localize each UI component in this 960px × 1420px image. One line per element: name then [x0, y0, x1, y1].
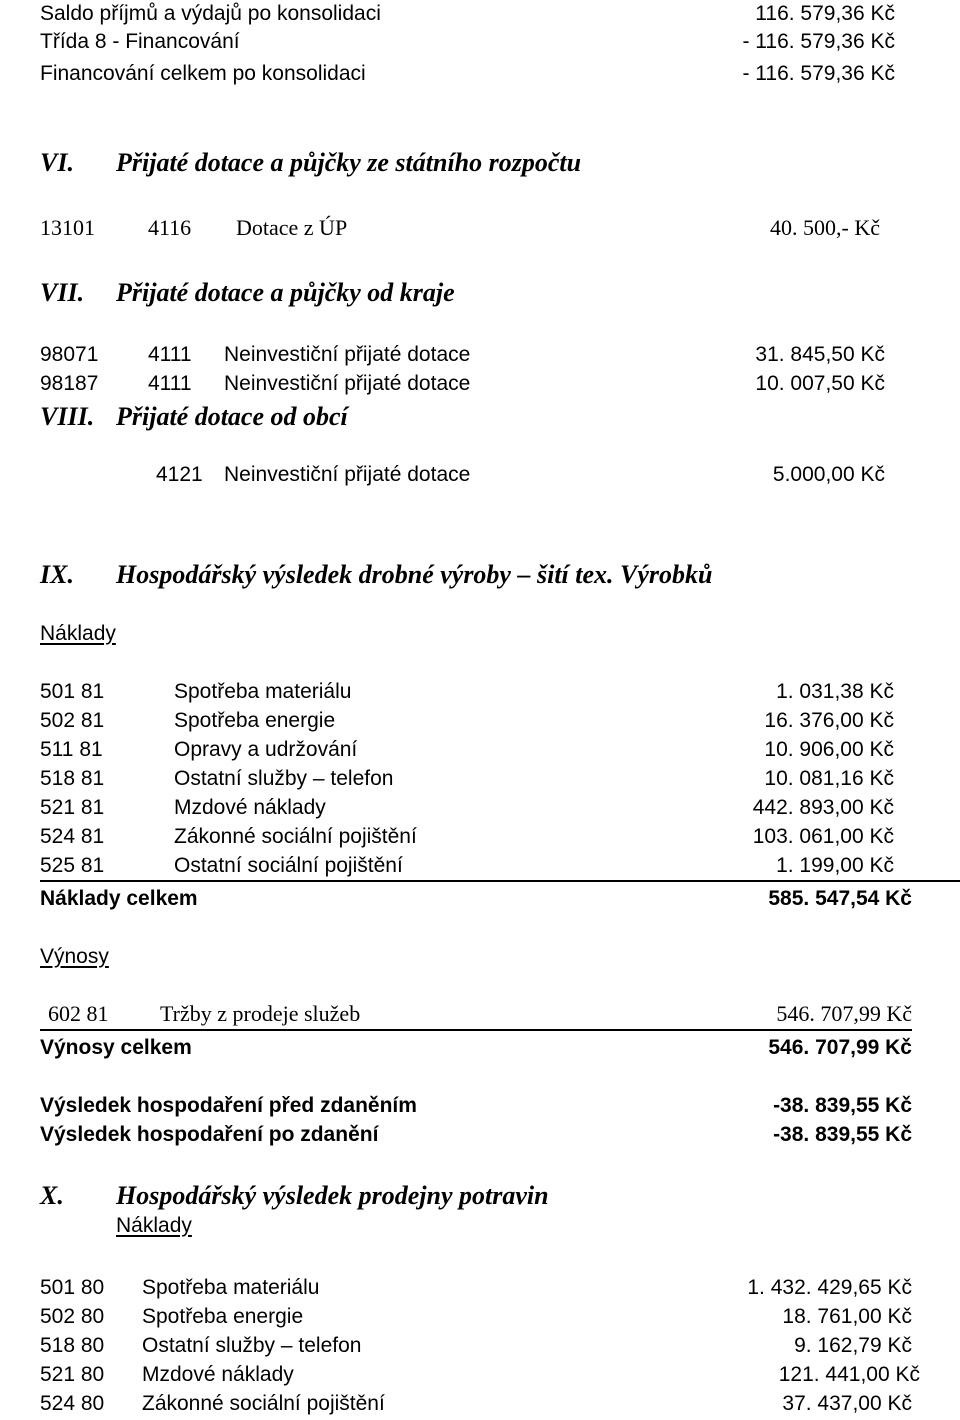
- row-polozka: 4111: [148, 343, 192, 366]
- row-desc: Dotace z ÚP: [236, 215, 348, 240]
- cost-value: 103. 061,00 Kč: [752, 825, 894, 848]
- section-title: Přijaté dotace od obcí: [116, 402, 348, 431]
- row-polozka: 4121: [156, 463, 203, 486]
- cost-desc: Mzdové náklady: [142, 1363, 294, 1386]
- cost-value: 442. 893,00 Kč: [752, 796, 894, 819]
- result-after-tax-label: Výsledek hospodaření po zdanění: [40, 1123, 379, 1146]
- summary-value: 116. 579,36 Kč: [755, 2, 895, 25]
- cost-desc: Spotřeba materiálu: [142, 1276, 320, 1299]
- cost-value: 1. 031,38 Kč: [776, 680, 894, 703]
- row-ucel: 98071: [40, 343, 99, 366]
- total-divider: [40, 1029, 912, 1031]
- row-desc: Neinvestiční přijaté dotace: [224, 343, 471, 366]
- cost-account: 521 80: [40, 1363, 105, 1386]
- summary-label: Financování celkem po konsolidaci: [40, 62, 366, 85]
- section-number: IX.: [40, 560, 74, 589]
- section-title: Přijaté dotace a půjčky od kraje: [116, 278, 455, 307]
- cost-account: 518 80: [40, 1334, 105, 1357]
- cost-desc: Ostatní služby – telefon: [142, 1334, 362, 1357]
- cost-account: 521 81: [40, 796, 105, 819]
- revenue-heading: Výnosy: [40, 945, 109, 968]
- costs-total-value: 585. 547,54 Kč: [768, 887, 912, 910]
- cost-account: 511 81: [40, 738, 103, 761]
- row-value: 31. 845,50 Kč: [755, 343, 885, 366]
- cost-desc: Spotřeba energie: [174, 709, 336, 732]
- result-after-tax-value: -38. 839,55 Kč: [773, 1123, 912, 1146]
- section-number: VI.: [40, 148, 74, 177]
- row-value: 10. 007,50 Kč: [755, 372, 885, 395]
- cost-account: 518 81: [40, 767, 105, 790]
- cost-account: 525 81: [40, 854, 105, 877]
- cost-account: 501 81: [40, 680, 105, 703]
- section-number: VIII.: [40, 402, 95, 431]
- cost-value: 1. 199,00 Kč: [776, 854, 894, 877]
- cost-value: 1. 432. 429,65 Kč: [747, 1276, 912, 1299]
- costs-heading: Náklady: [40, 622, 116, 645]
- revenue-total-label: Výnosy celkem: [40, 1036, 192, 1059]
- revenue-total-value: 546. 707,99 Kč: [768, 1036, 912, 1059]
- summary-value: - 116. 579,36 Kč: [742, 62, 895, 85]
- summary-label: Třída 8 - Financování: [40, 30, 240, 53]
- row-desc: Neinvestiční přijaté dotace: [224, 463, 471, 486]
- cost-account: 524 81: [40, 825, 105, 848]
- row-polozka: 4116: [148, 215, 192, 240]
- cost-account: 501 80: [40, 1276, 105, 1299]
- section-number: X.: [40, 1181, 64, 1210]
- total-divider: [40, 880, 960, 882]
- revenue-account: 602 81: [48, 1001, 109, 1026]
- cost-value: 16. 376,00 Kč: [764, 709, 894, 732]
- section-title: Hospodářský výsledek prodejny potravin: [116, 1181, 549, 1210]
- summary-label: Saldo příjmů a výdajů po konsolidaci: [40, 2, 381, 25]
- cost-value: 37. 437,00 Kč: [782, 1392, 912, 1415]
- revenue-value: 546. 707,99 Kč: [776, 1001, 912, 1026]
- costs-total-label: Náklady celkem: [40, 887, 198, 910]
- cost-account: 502 81: [40, 709, 105, 732]
- result-before-tax-value: -38. 839,55 Kč: [773, 1094, 912, 1117]
- section-number: VII.: [40, 278, 85, 307]
- cost-desc: Spotřeba energie: [142, 1305, 304, 1328]
- row-desc: Neinvestiční přijaté dotace: [224, 372, 471, 395]
- cost-desc: Zákonné sociální pojištění: [174, 825, 417, 848]
- costs-heading: Náklady: [116, 1214, 192, 1237]
- cost-account: 502 80: [40, 1305, 105, 1328]
- section-title: Hospodářský výsledek drobné výroby – šití tex. Výrobků: [116, 560, 713, 589]
- cost-value: 121. 441,00 Kč: [778, 1363, 920, 1386]
- row-value: 5.000,00 Kč: [772, 463, 885, 486]
- cost-desc: Spotřeba materiálu: [174, 680, 352, 703]
- cost-desc: Ostatní sociální pojištění: [174, 854, 403, 877]
- row-polozka: 4111: [148, 372, 192, 395]
- cost-value: 10. 906,00 Kč: [764, 738, 894, 761]
- row-value: 40. 500,- Kč: [770, 215, 880, 240]
- cost-value: 9. 162,79 Kč: [794, 1334, 912, 1357]
- cost-desc: Mzdové náklady: [174, 796, 326, 819]
- revenue-desc: Tržby z prodeje služeb: [160, 1001, 361, 1026]
- cost-account: 524 80: [40, 1392, 105, 1415]
- summary-value: - 116. 579,36 Kč: [742, 30, 895, 53]
- result-before-tax-label: Výsledek hospodaření před zdaněním: [40, 1094, 417, 1117]
- cost-value: 10. 081,16 Kč: [764, 767, 894, 790]
- row-ucel: 98187: [40, 372, 99, 395]
- cost-desc: Ostatní služby – telefon: [174, 767, 394, 790]
- row-ucel: 13101: [40, 215, 95, 240]
- cost-desc: Zákonné sociální pojištění: [142, 1392, 385, 1415]
- cost-value: 18. 761,00 Kč: [782, 1305, 912, 1328]
- section-title: Přijaté dotace a půjčky ze státního rozpočtu: [116, 148, 582, 177]
- cost-desc: Opravy a udržování: [174, 738, 358, 761]
